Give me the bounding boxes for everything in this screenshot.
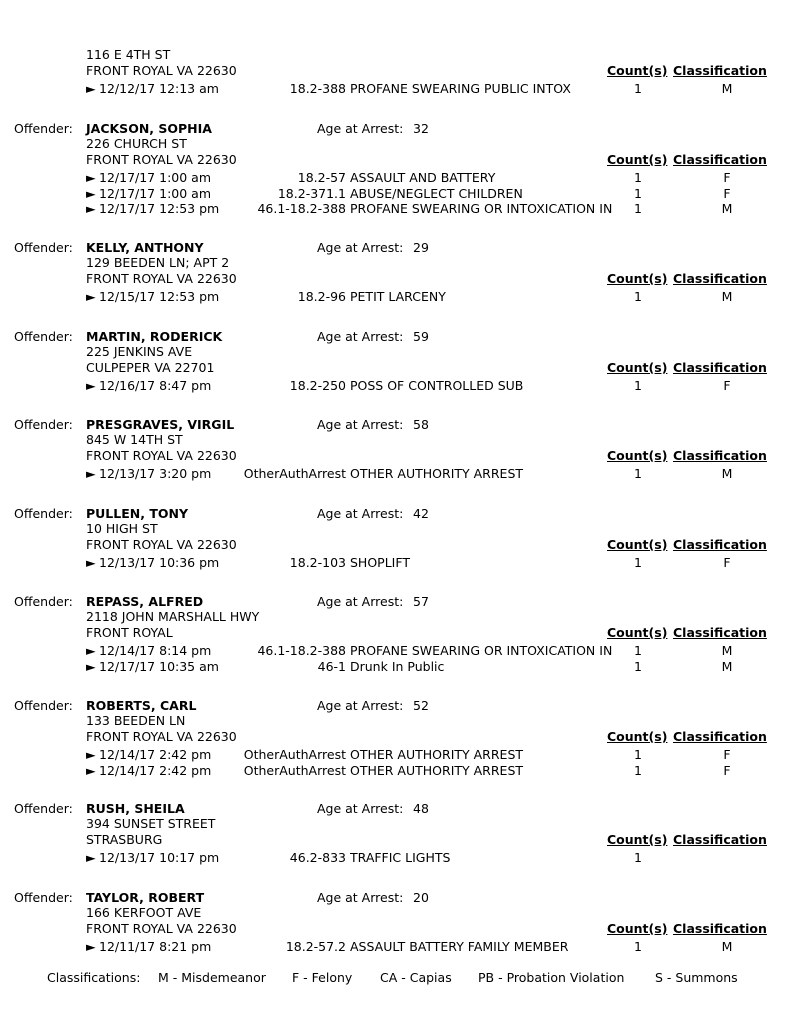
age-label: Age at Arrest: (317, 506, 404, 521)
charge-description: OTHER AUTHORITY ARREST (350, 762, 524, 778)
charge-code: OtherAuthArrest (243, 466, 346, 481)
classification-header: Classification (673, 832, 767, 847)
charge-arrow-icon: ► (86, 850, 96, 865)
charge-count: 1 (634, 939, 642, 954)
charge-description: PROFANE SWEARING OR INTOXICATION IN (350, 201, 613, 216)
offender-name: KELLY, ANTHONY (86, 240, 204, 255)
charge-code: 18.2-96 (297, 289, 346, 304)
charge-arrow-icon: ► (86, 201, 96, 216)
address-line-1: 116 E 4TH ST (86, 47, 171, 62)
offender-name: JACKSON, SOPHIA (86, 121, 212, 136)
charge-count: 1 (634, 850, 642, 865)
charge-datetime: 12/17/17 12:53 pm (99, 201, 220, 216)
charge-description: POSS OF CONTROLLED SUB (350, 378, 524, 393)
charge-classification: F (723, 170, 731, 185)
charge-datetime: 12/13/17 3:20 pm (99, 466, 212, 481)
charge-code: 46.1-18.2-388 (257, 643, 346, 658)
charge-code: 46.1-18.2-388 (257, 201, 346, 216)
address-line-2: FRONT ROYAL VA 22630 (86, 63, 237, 78)
offender-name: RUSH, SHEILA (86, 801, 185, 816)
offender-label: Offender: (14, 506, 73, 521)
address-line-2: FRONT ROYAL VA 22630 (86, 537, 237, 552)
charge-arrow-icon: ► (86, 170, 96, 185)
charge-count: 1 (634, 378, 642, 393)
offender-label: Offender: (14, 890, 73, 905)
address-line-2: FRONT ROYAL VA 22630 (86, 448, 237, 463)
charge-count: 1 (634, 289, 642, 304)
counts-header: Count(s) (607, 625, 668, 640)
address-line-1: 166 KERFOOT AVE (86, 905, 202, 920)
footer-classification-item: CA - Capias (380, 970, 452, 985)
address-line-1: 133 BEEDEN LN (86, 713, 186, 728)
charge-classification: F (723, 762, 731, 778)
address-line-1: 129 BEEDEN LN; APT 2 (86, 255, 230, 270)
charge-code: 18.2-57 (297, 170, 346, 185)
charge-description: OTHER AUTHORITY ARREST (350, 466, 524, 481)
charge-count: 1 (634, 555, 642, 570)
offender-label: Offender: (14, 240, 73, 255)
charge-datetime: 12/13/17 10:36 pm (99, 555, 220, 570)
charge-code: OtherAuthArrest (243, 762, 346, 778)
charge-count: 1 (634, 170, 642, 185)
age-label: Age at Arrest: (317, 890, 404, 905)
charge-datetime: 12/17/17 1:00 am (99, 185, 211, 201)
charge-count: 1 (634, 658, 642, 674)
charge-description: ASSAULT BATTERY FAMILY MEMBER (350, 939, 569, 954)
offender-label: Offender: (14, 329, 73, 344)
charge-code: OtherAuthArrest (243, 747, 346, 762)
counts-header: Count(s) (607, 448, 668, 463)
counts-header: Count(s) (607, 832, 668, 847)
charge-code: 46.2-833 (289, 850, 346, 865)
charge-datetime: 12/17/17 1:00 am (99, 170, 211, 185)
charge-description: PROFANE SWEARING PUBLIC INTOX (350, 81, 571, 96)
charge-datetime: 12/17/17 10:35 am (99, 658, 219, 674)
charge-datetime: 12/15/17 12:53 pm (99, 289, 220, 304)
charge-arrow-icon: ► (86, 466, 96, 481)
charge-code: 18.2-57.2 (285, 939, 346, 954)
classification-header: Classification (673, 921, 767, 936)
charge-description: OTHER AUTHORITY ARREST (350, 747, 524, 762)
charge-arrow-icon: ► (86, 378, 96, 393)
charge-description: PETIT LARCENY (350, 289, 446, 304)
offender-name: ROBERTS, CARL (86, 698, 197, 713)
address-line-1: 394 SUNSET STREET (86, 816, 216, 831)
offender-age: 59 (413, 329, 429, 344)
age-label: Age at Arrest: (317, 240, 404, 255)
offender-label: Offender: (14, 417, 73, 432)
address-line-2: CULPEPER VA 22701 (86, 360, 215, 375)
charge-arrow-icon: ► (86, 762, 96, 778)
charge-count: 1 (634, 762, 642, 778)
charge-code: 18.2-250 (289, 378, 346, 393)
charge-count: 1 (634, 201, 642, 216)
charge-code: 46-1 (317, 658, 346, 674)
counts-header: Count(s) (607, 729, 668, 744)
classification-header: Classification (673, 152, 767, 167)
charge-classification: F (723, 747, 731, 762)
classification-header: Classification (673, 625, 767, 640)
age-label: Age at Arrest: (317, 121, 404, 136)
charge-datetime: 12/14/17 2:42 pm (99, 762, 212, 778)
charge-classification: M (721, 466, 733, 481)
charge-description: Drunk In Public (350, 658, 445, 674)
offender-age: 29 (413, 240, 429, 255)
classification-header: Classification (673, 63, 767, 78)
charge-count: 1 (634, 185, 642, 201)
offender-name: REPASS, ALFRED (86, 594, 204, 609)
charge-classification: F (723, 555, 731, 570)
charge-classification: F (723, 378, 731, 393)
offender-age: 52 (413, 698, 429, 713)
charge-arrow-icon: ► (86, 289, 96, 304)
counts-header: Count(s) (607, 537, 668, 552)
address-line-2: FRONT ROYAL VA 22630 (86, 271, 237, 286)
charge-classification: M (721, 643, 733, 658)
age-label: Age at Arrest: (317, 594, 404, 609)
address-line-1: 10 HIGH ST (86, 521, 158, 536)
classification-header: Classification (673, 729, 767, 744)
address-line-2: STRASBURG (86, 832, 163, 847)
offender-label: Offender: (14, 698, 73, 713)
offender-label: Offender: (14, 594, 73, 609)
charge-code: 18.2-371.1 (277, 185, 346, 201)
counts-header: Count(s) (607, 360, 668, 375)
charge-count: 1 (634, 747, 642, 762)
offender-age: 58 (413, 417, 429, 432)
classification-header: Classification (673, 271, 767, 286)
charge-count: 1 (634, 643, 642, 658)
offender-label: Offender: (14, 801, 73, 816)
charge-datetime: 12/12/17 12:13 am (99, 81, 219, 96)
offender-name: PRESGRAVES, VIRGIL (86, 417, 235, 432)
footer-classification-item: M - Misdemeanor (158, 970, 266, 985)
charge-description: ABUSE/NEGLECT CHILDREN (350, 185, 523, 201)
charge-classification: M (721, 201, 733, 216)
counts-header: Count(s) (607, 921, 668, 936)
charge-classification: M (721, 289, 733, 304)
counts-header: Count(s) (607, 63, 668, 78)
charge-description: ASSAULT AND BATTERY (350, 170, 496, 185)
offender-age: 42 (413, 506, 429, 521)
address-line-1: 226 CHURCH ST (86, 136, 187, 151)
age-label: Age at Arrest: (317, 417, 404, 432)
footer-classification-item: PB - Probation Violation (478, 970, 625, 985)
charge-arrow-icon: ► (86, 747, 96, 762)
classification-header: Classification (673, 448, 767, 463)
charge-count: 1 (634, 81, 642, 96)
charge-classification: M (721, 81, 733, 96)
age-label: Age at Arrest: (317, 329, 404, 344)
charge-description: SHOPLIFT (350, 555, 410, 570)
offender-name: TAYLOR, ROBERT (86, 890, 205, 905)
classification-header: Classification (673, 537, 767, 552)
charge-count: 1 (634, 466, 642, 481)
offender-age: 20 (413, 890, 429, 905)
offender-name: PULLEN, TONY (86, 506, 189, 521)
offender-age: 48 (413, 801, 429, 816)
charge-datetime: 12/11/17 8:21 pm (99, 939, 212, 954)
offender-age: 57 (413, 594, 429, 609)
counts-header: Count(s) (607, 152, 668, 167)
charge-code: 18.2-388 (289, 81, 346, 96)
age-label: Age at Arrest: (317, 698, 404, 713)
footer-classification-item: F - Felony (292, 970, 353, 985)
charge-code: 18.2-103 (289, 555, 346, 570)
charge-classification: M (721, 939, 733, 954)
charge-arrow-icon: ► (86, 939, 96, 954)
address-line-1: 225 JENKINS AVE (86, 344, 193, 359)
offender-age: 32 (413, 121, 429, 136)
charge-datetime: 12/14/17 2:42 pm (99, 747, 212, 762)
address-line-1: 845 W 14TH ST (86, 432, 183, 447)
charge-classification: M (721, 658, 733, 674)
charge-datetime: 12/16/17 8:47 pm (99, 378, 212, 393)
address-line-2: FRONT ROYAL VA 22630 (86, 152, 237, 167)
charge-arrow-icon: ► (86, 185, 96, 201)
charge-arrow-icon: ► (86, 555, 96, 570)
offender-label: Offender: (14, 121, 73, 136)
offender-name: MARTIN, RODERICK (86, 329, 223, 344)
footer-label: Classifications: (47, 970, 141, 985)
charge-datetime: 12/14/17 8:14 pm (99, 643, 212, 658)
charge-arrow-icon: ► (86, 658, 96, 674)
charge-arrow-icon: ► (86, 81, 96, 96)
charge-description: TRAFFIC LIGHTS (350, 850, 451, 865)
footer-classification-item: S - Summons (655, 970, 738, 985)
counts-header: Count(s) (607, 271, 668, 286)
address-line-2: FRONT ROYAL VA 22630 (86, 921, 237, 936)
age-label: Age at Arrest: (317, 801, 404, 816)
charge-datetime: 12/13/17 10:17 pm (99, 850, 220, 865)
classification-header: Classification (673, 360, 767, 375)
charge-description: PROFANE SWEARING OR INTOXICATION IN (350, 643, 613, 658)
charge-classification: F (723, 185, 731, 201)
address-line-1: 2118 JOHN MARSHALL HWY (86, 609, 260, 624)
address-line-2: FRONT ROYAL VA 22630 (86, 729, 237, 744)
address-line-2: FRONT ROYAL (86, 625, 173, 640)
charge-arrow-icon: ► (86, 643, 96, 658)
